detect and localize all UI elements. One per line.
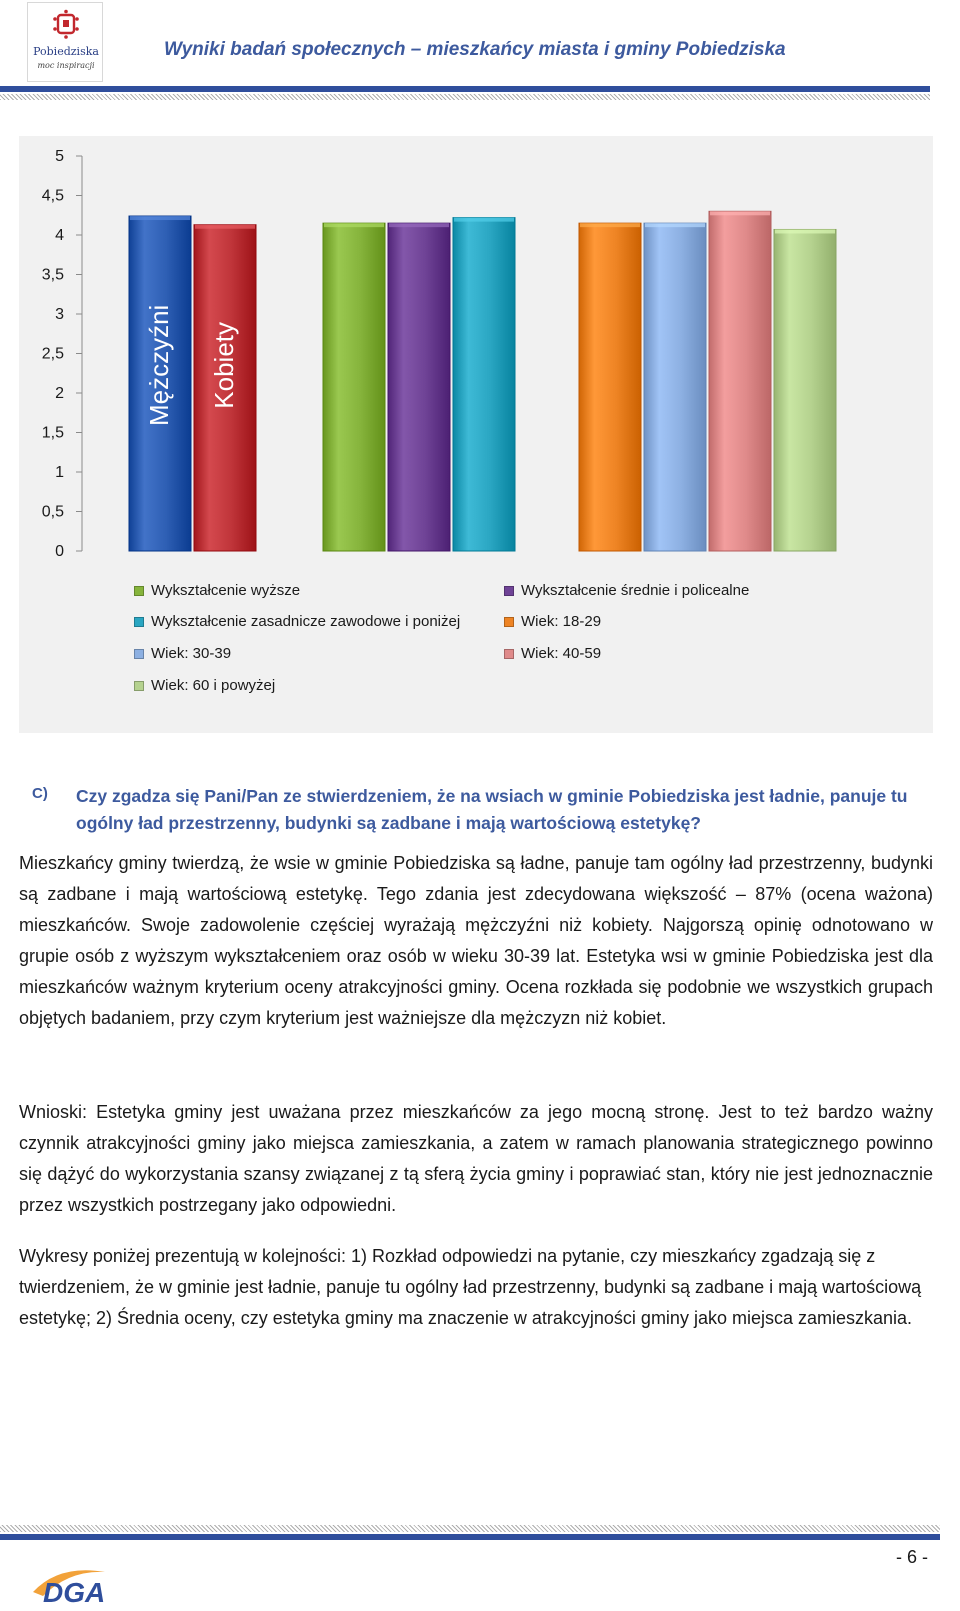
pobiedziska-emblem-icon	[52, 9, 80, 43]
footer-hatch-divider	[0, 1525, 940, 1532]
y-tick-label: 3	[55, 306, 64, 323]
bar-chart	[19, 136, 933, 733]
legend-swatch	[134, 649, 144, 659]
chart-legend	[19, 136, 933, 733]
pobiedziska-logo	[27, 2, 103, 82]
page-header	[0, 0, 960, 96]
legend-item	[504, 582, 749, 599]
legend-label: Wiek: 60 i powyżej	[151, 677, 276, 694]
paragraph-findings: Mieszkańcy gminy twierdzą, że wsie w gminie Pobiedziska są ładne, panuje tam ogólny ład przestrzenny, budynki są zadbane i mają wartościową estetykę. Tego zdania jest zdecydowana większość – 87% (ocena ważona) mieszkańców. Swoje zadowolenie częściej wyrażają mężczyźni niż kobiety. Najgorszą opinię odnotowano w grupie osób z wyższym wykształceniem oraz osób w wieku 30-39 lat. Estetyka wsi w gminie Pobiedziska jest dla mieszkańców ważnym kryterium oceny atrakcyjności gminy. Ocena rozkłada się podobnie we wszystkich grupach objętych badaniem, przy czym kryterium jest ważniejsze dla mężczyzn niż kobiet.	[19, 853, 933, 1028]
y-tick-label: 5	[55, 148, 64, 165]
legend-item	[134, 582, 300, 599]
footer-rule	[0, 1534, 940, 1540]
y-tick-label: 4,5	[41, 187, 64, 205]
y-tick-label: 0,5	[41, 503, 64, 521]
legend-swatch	[504, 586, 514, 596]
y-tick-label: 2	[55, 385, 64, 402]
dga-logo	[29, 1562, 139, 1608]
legend-item	[504, 613, 601, 630]
legend-item	[134, 613, 460, 630]
header-rule	[0, 86, 930, 92]
y-tick-label: 1	[55, 464, 64, 481]
legend-swatch	[134, 617, 144, 627]
legend-label: Wykształcenie wyższe	[151, 582, 301, 599]
legend-swatch	[134, 681, 144, 691]
legend-label: Wykształcenie zasadnicze zawodowe i poniżej	[151, 613, 461, 630]
legend-label: Wiek: 40-59	[521, 645, 602, 662]
question-letter: C)	[32, 785, 48, 802]
legend-item	[134, 677, 275, 694]
question-text: Czy zgadza się Pani/Pan ze stwierdzeniem, że na wsiach w gminie Pobiedziska jest ładnie, panuje tu ogólny ład przestrzenny, budynki są zadbane i mają wartościową estetykę?	[76, 786, 908, 833]
legend-label: Wiek: 30-39	[151, 645, 232, 662]
paragraph-conclusions: Wnioski: Estetyka gminy jest uważana przez mieszkańców za jego mocną stronę. Jest to też bardzo ważny czynnik atrakcyjności gminy jako miejsca zamieszkania, a zatem w ramach planowania strategicznego powinno się dążyć do wykorzystania szansy związanej z tą sferą życia gminy i poprawiać stan, który nie jest jednoznacznie przez wszystkich postrzegany jako odpowiedni.	[19, 1102, 933, 1215]
legend-swatch	[504, 617, 514, 627]
legend-item	[504, 645, 601, 662]
y-tick-label: 4	[55, 227, 64, 244]
y-tick-label: 3,5	[41, 266, 64, 284]
legend-label: Wykształcenie średnie i policealne	[521, 582, 750, 599]
header-hatch-divider	[0, 94, 930, 100]
dga-brand-text: DGA	[43, 1577, 106, 1608]
header-title: Wyniki badań społecznych – mieszkańcy miasta i gminy Pobiedziska	[164, 39, 786, 60]
logo-name: Pobiedziska	[33, 45, 99, 58]
legend-swatch	[134, 586, 144, 596]
bar-inner-label: Kobiety	[209, 321, 239, 409]
bar-inner-label: Mężczyźni	[144, 304, 174, 427]
page-number: - 6 -	[896, 1547, 929, 1567]
paragraph-charts-intro: Wykresy poniżej prezentują w kolejności: 1) Rozkład odpowiedzi na pytanie, czy mieszkańcy zgadzają się z twierdzeniem, że w gminie jest ładnie, panuje tu ogólny ład przestrzenny, budynki są zadbane i mają wartościową estetykę; 2) Średnia oceny, czy estetyka gminy ma znaczenie w atrakcyjności gminy jako miejsca zamieszkania.	[19, 1246, 922, 1328]
y-tick-label: 2,5	[41, 345, 64, 363]
legend-swatch	[504, 649, 514, 659]
y-tick-label: 1,5	[41, 424, 64, 442]
legend-item	[134, 645, 231, 662]
y-tick-label: 0	[55, 543, 64, 560]
legend-label: Wiek: 18-29	[521, 613, 602, 630]
logo-tagline: moc inspiracji	[37, 61, 95, 70]
